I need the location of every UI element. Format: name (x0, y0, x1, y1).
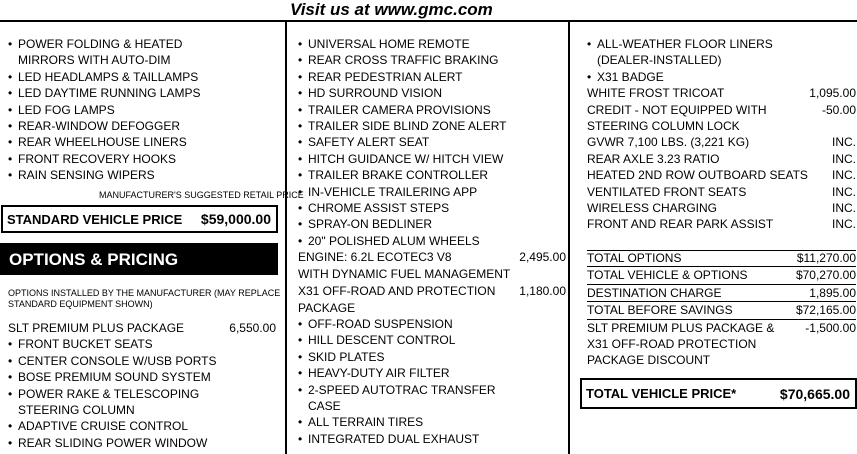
total-line (587, 250, 856, 267)
equipment-line (587, 52, 856, 68)
column-divider-1 (285, 22, 287, 454)
feature-item (298, 216, 566, 232)
savings-line-text: X31 OFF-ROAD PROTECTION (587, 337, 757, 352)
equipment-line (587, 69, 856, 85)
column-2 (298, 36, 566, 447)
options-pricing-banner (0, 243, 278, 275)
equipment-line-text: WIRELESS CHARGING (587, 201, 718, 216)
feature-item (8, 85, 278, 101)
feature-item (298, 233, 566, 249)
equipment-line-text: REAR AXLE 3.23 RATIO (587, 151, 720, 166)
standard-price-box (1, 205, 278, 233)
total-line-text: TOTAL OPTIONS (587, 251, 682, 265)
feature-item-text: TRAILER BRAKE CONTROLLER (308, 168, 489, 183)
total-line (587, 285, 856, 302)
x31-item (298, 349, 566, 365)
feature-item (298, 167, 566, 183)
x31-price: 1,180.00 (519, 284, 566, 299)
savings-line (587, 320, 856, 336)
feature-item-text: HD SURROUND VISION (308, 86, 443, 101)
options-note-line-2: STANDARD EQUIPMENT SHOWN) (8, 299, 153, 309)
x31-label-2: PACKAGE (298, 300, 356, 315)
feature-item-text: REAR PEDESTRIAN ALERT (308, 69, 463, 84)
x31-item (298, 316, 566, 332)
feature-item (8, 134, 278, 150)
column-3 (587, 36, 856, 233)
x31-item (298, 398, 566, 414)
column-divider-2 (568, 22, 570, 454)
feature-list-3 (298, 316, 566, 447)
feature-item-text: LED HEADLAMPS & TAILLAMPS (18, 69, 199, 84)
x31-item (298, 414, 566, 430)
total-price-label: TOTAL VEHICLE PRICE* (586, 386, 737, 401)
engine-label-2: WITH DYNAMIC FUEL MANAGEMENT (298, 266, 511, 281)
top-rule (0, 20, 857, 22)
feature-item-text: LED FOG LAMPS (18, 102, 115, 117)
package-row (8, 320, 276, 336)
equipment-line-text: ALL-WEATHER FLOOR LINERS (597, 37, 773, 51)
equipment-line (587, 151, 856, 167)
feature-item-text: TRAILER CAMERA PROVISIONS (308, 102, 491, 117)
package-item-text: BOSE PREMIUM SOUND SYSTEM (18, 370, 211, 385)
savings-line-text: SLT PREMIUM PLUS PACKAGE & (587, 320, 775, 335)
feature-item (298, 151, 566, 167)
feature-item-text: SAFETY ALERT SEAT (308, 135, 430, 150)
equipment-line-text: WHITE FROST TRICOAT (587, 86, 725, 101)
equipment-line-amount: INC. (832, 135, 856, 150)
package-item-text: POWER RAKE & TELESCOPING (18, 386, 200, 401)
feature-item (298, 118, 566, 134)
equipment-line (587, 167, 856, 183)
equipment-line (587, 85, 856, 101)
total-line-text: TOTAL VEHICLE & OPTIONS (587, 268, 748, 283)
totals-section (587, 250, 856, 369)
feature-item (298, 184, 566, 200)
equipment-line-amount: INC. (832, 184, 856, 199)
package-section (8, 320, 276, 451)
engine-label: ENGINE: 6.2L ECOTEC3 V8 (298, 250, 452, 265)
equipment-line (587, 184, 856, 200)
feature-item-text: MIRRORS WITH AUTO-DIM (18, 53, 171, 68)
equipment-line-amount: -50.00 (821, 102, 856, 117)
standard-price-label: STANDARD VEHICLE PRICE (7, 212, 183, 227)
totals-list (587, 250, 856, 320)
standard-price-value: $59,000.00 (200, 211, 271, 227)
feature-item-text: CHROME ASSIST STEPS (308, 201, 450, 216)
equipment-line (587, 118, 856, 134)
equipment-line-text: VENTILATED FRONT SEATS (587, 184, 747, 199)
x31-item (298, 382, 566, 398)
total-price-value: $70,665.00 (779, 386, 850, 402)
feature-item (298, 36, 566, 52)
options-note-line-1: OPTIONS INSTALLED BY THE MANUFACTURER (MAY REPLACE (8, 288, 281, 298)
column-1 (8, 36, 278, 184)
equipment-line-text: (DEALER-INSTALLED) (597, 53, 722, 68)
feature-item (298, 102, 566, 118)
equipment-line (587, 216, 856, 232)
equipment-line-text: HEATED 2ND ROW OUTBOARD SEATS (587, 168, 808, 183)
equipment-line (587, 102, 856, 118)
feature-item-text: FRONT RECOVERY HOOKS (18, 151, 177, 166)
equipment-line-amount: INC. (832, 168, 856, 183)
equipment-line-text: X31 BADGE (597, 69, 664, 84)
engine-row-2 (298, 266, 566, 282)
feature-item (298, 69, 566, 85)
x31-item-text: SKID PLATES (308, 349, 385, 364)
package-item (8, 435, 276, 451)
equipment-price-list (587, 36, 856, 233)
equipment-line-text: GVWR 7,100 LBS. (3,221 KG) (587, 135, 750, 150)
feature-item (8, 151, 278, 167)
feature-item-text: SPRAY-ON BEDLINER (308, 217, 433, 232)
equipment-line-amount: INC. (832, 201, 856, 216)
feature-list-1 (8, 36, 278, 184)
total-price-box (580, 378, 857, 409)
x31-item-text: OFF-ROAD SUSPENSION (308, 316, 453, 331)
engine-price: 2,495.00 (519, 250, 566, 265)
feature-item (8, 167, 278, 183)
options-note (8, 288, 280, 310)
equipment-line-text: CREDIT - NOT EQUIPPED WITH (587, 102, 767, 117)
feature-item-text: REAR CROSS TRAFFIC BRAKING (308, 53, 499, 68)
feature-item-text: TRAILER SIDE BLIND ZONE ALERT (308, 119, 507, 134)
package-item (8, 402, 276, 418)
feature-item-text: UNIVERSAL HOME REMOTE (308, 37, 470, 51)
x31-item (298, 365, 566, 381)
package-name: SLT PREMIUM PLUS PACKAGE (8, 321, 185, 335)
feature-item (8, 36, 278, 52)
msrp-label: MANUFACTURER'S SUGGESTED RETAIL PRICE (99, 190, 304, 200)
equipment-line-text: STEERING COLUMN LOCK (587, 119, 740, 134)
total-line-amount: $72,165.00 (795, 303, 856, 318)
total-line (587, 267, 856, 284)
equipment-line (587, 200, 856, 216)
savings-line-text: PACKAGE DISCOUNT (587, 353, 711, 368)
total-line-text: TOTAL BEFORE SAVINGS (587, 303, 733, 318)
package-item-text: FRONT BUCKET SEATS (18, 337, 153, 352)
feature-item (298, 52, 566, 68)
equipment-line (587, 134, 856, 150)
x31-item-text: HILL DESCENT CONTROL (308, 333, 456, 348)
feature-item-text: HITCH GUIDANCE W/ HITCH VIEW (308, 151, 504, 166)
feature-list-2 (298, 36, 566, 249)
package-item (8, 336, 276, 352)
feature-item (8, 102, 278, 118)
feature-item-text: LED DAYTIME RUNNING LAMPS (18, 86, 201, 101)
feature-item-text: IN-VEHICLE TRAILERING APP (308, 184, 478, 199)
x31-item-text: CASE (308, 398, 341, 413)
feature-item-text: REAR WHEELHOUSE LINERS (18, 135, 187, 150)
total-line-amount: 1,895.00 (809, 285, 856, 300)
package-item (8, 353, 276, 369)
x31-item (298, 332, 566, 348)
feature-item (8, 52, 278, 68)
feature-item (298, 134, 566, 150)
feature-item-text: RAIN SENSING WIPERS (18, 168, 155, 183)
x31-item-text: INTEGRATED DUAL EXHAUST (308, 431, 480, 446)
package-item-list (8, 336, 276, 451)
package-item-text: CENTER CONSOLE W/USB PORTS (18, 353, 217, 368)
feature-item (8, 69, 278, 85)
feature-item-text: REAR-WINDOW DEFOGGER (18, 119, 180, 134)
savings-line (587, 352, 856, 368)
header-title: Visit us at www.gmc.com (290, 0, 493, 19)
equipment-line-amount: INC. (832, 217, 856, 232)
package-item-text: STEERING COLUMN (18, 403, 135, 418)
feature-item (298, 200, 566, 216)
x31-item-text: ALL TERRAIN TIRES (308, 415, 424, 430)
package-item-text: REAR SLIDING POWER WINDOW (18, 435, 208, 450)
equipment-line-amount: INC. (832, 151, 856, 166)
total-line (587, 302, 856, 319)
x31-label: X31 OFF-ROAD AND PROTECTION (298, 284, 496, 299)
savings-line (587, 336, 856, 352)
feature-item (8, 118, 278, 134)
equipment-line-amount: 1,095.00 (809, 86, 856, 101)
package-item (8, 386, 276, 402)
x31-item-text: 2-SPEED AUTOTRAC TRANSFER (308, 382, 496, 397)
package-item (8, 418, 276, 434)
total-line-amount: $11,270.00 (796, 251, 856, 265)
x31-row-2 (298, 300, 566, 316)
x31-item-text: HEAVY-DUTY AIR FILTER (308, 366, 450, 381)
options-pricing-title: OPTIONS & PRICING (9, 250, 179, 269)
package-item-text: ADAPTIVE CRUISE CONTROL (18, 419, 189, 434)
equipment-line-text: FRONT AND REAR PARK ASSIST (587, 217, 774, 232)
package-item (8, 369, 276, 385)
feature-item (298, 85, 566, 101)
package-price: 6,550.00 (229, 321, 276, 335)
x31-item (298, 431, 566, 447)
total-line-text: DESTINATION CHARGE (587, 285, 722, 300)
savings-line-amount: -1,500.00 (805, 320, 856, 335)
savings-list (587, 320, 856, 369)
feature-item-text: 20" POLISHED ALUM WHEELS (308, 233, 480, 248)
total-line-amount: $70,270.00 (795, 268, 856, 283)
feature-item-text: POWER FOLDING & HEATED (18, 37, 183, 51)
equipment-line (587, 36, 856, 52)
engine-row (298, 249, 566, 265)
x31-row (298, 283, 566, 299)
